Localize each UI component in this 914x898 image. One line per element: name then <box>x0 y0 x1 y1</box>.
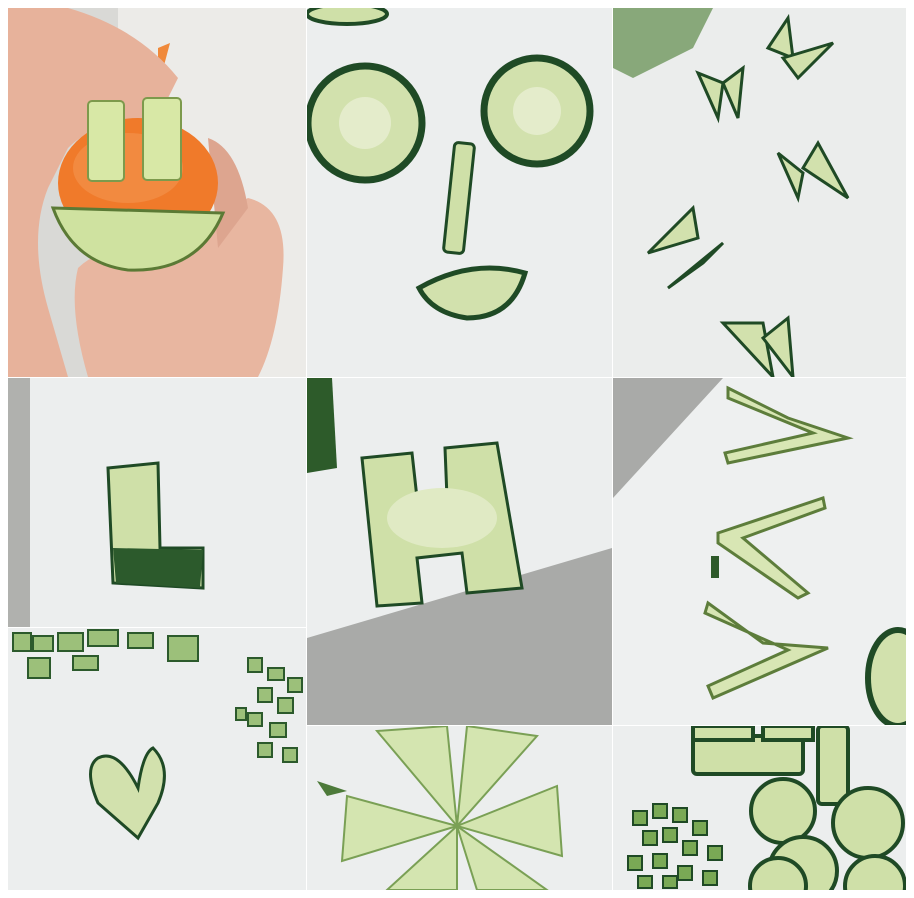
photo-tile-letter-h <box>307 378 612 725</box>
photo-tile-stick-letters <box>613 378 906 725</box>
carrot-face-image <box>8 8 306 377</box>
cucumber-face-image <box>307 8 612 377</box>
photo-tile-slices <box>613 726 906 890</box>
stick-letters-image <box>613 378 906 725</box>
photo-tile-letter-l <box>8 378 306 627</box>
letter-h-image <box>307 378 612 725</box>
flower-image <box>307 726 612 890</box>
slices-image <box>613 726 906 890</box>
photo-tile-flower <box>307 726 612 890</box>
photo-tile-carrot-face <box>8 8 306 377</box>
letter-l-image <box>8 378 306 627</box>
photo-tile-cucumber-face <box>307 8 612 377</box>
photo-tile-heart <box>8 628 306 890</box>
butterflies-image <box>613 8 906 377</box>
heart-image <box>8 628 306 890</box>
photo-tile-butterflies <box>613 8 906 377</box>
